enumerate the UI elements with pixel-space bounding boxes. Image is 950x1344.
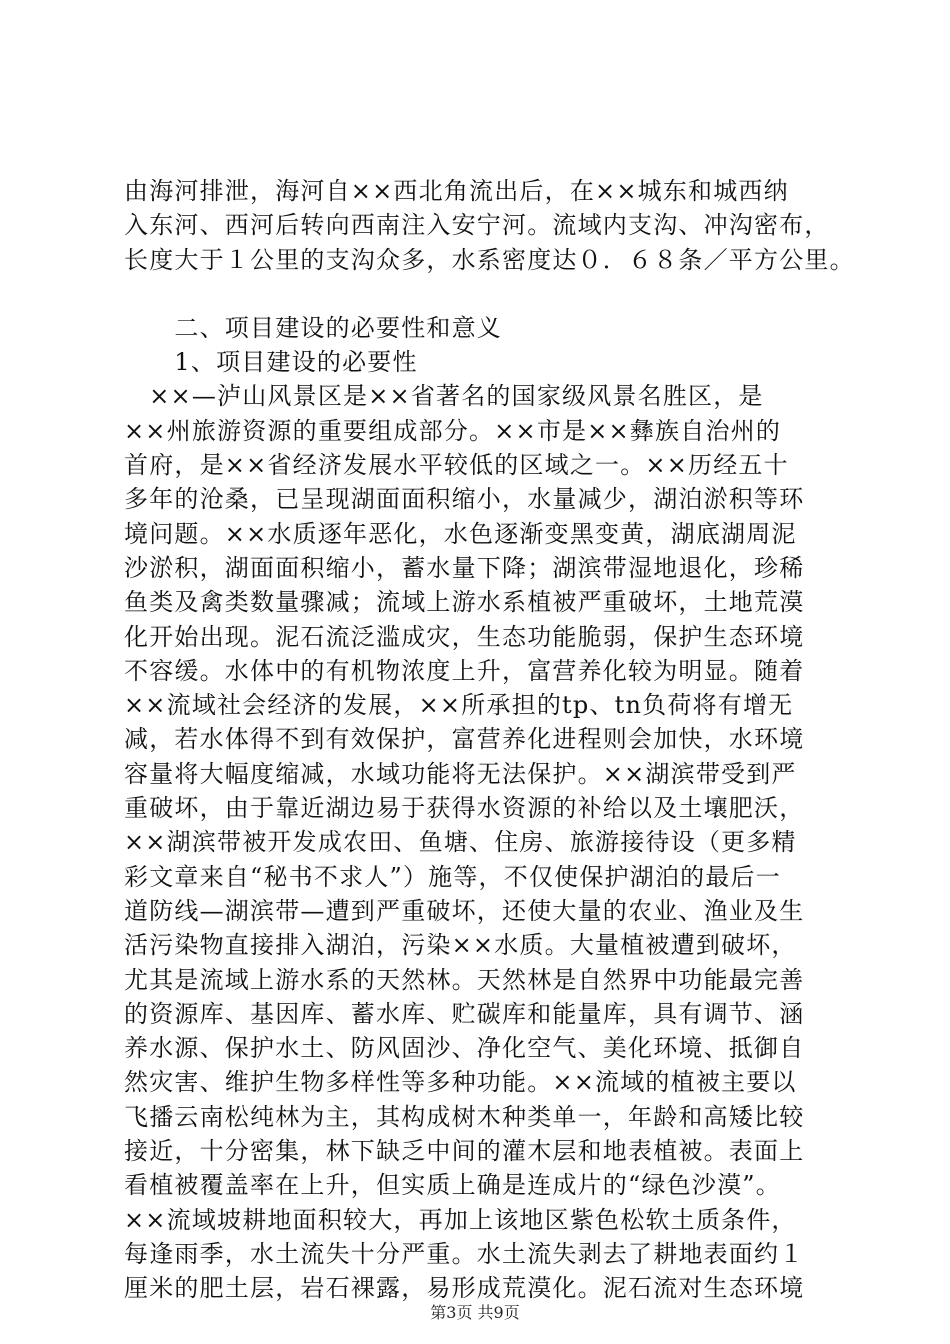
subsection-heading: 1、项目建设的必要性 [124,348,418,377]
text-line: 重破坏，由于靠近湖边易于获得水资源的补给以及土壤肥沃， [124,794,805,823]
text-line: 化开始出现。泥石流泛滥成灾，生态功能脆弱，保护生态环境 [124,622,805,651]
text-line: 彩文章来自“秘书不求人”）施等，不仅使保护湖泊的最后一 [124,862,781,891]
text-line: 厘米的肥土层，岩石裸露，易形成荒漠化。泥石流对生态环境 [124,1274,805,1303]
text-line: 然灾害、维护生物多样性等多种功能。××流域的植被主要以 [124,1068,797,1097]
section-heading: 二、项目建设的必要性和意义 [124,313,502,342]
text-line: 尤其是流域上游水系的天然林。天然林是自然界中功能最完善 [124,965,805,994]
text-line: ××州旅游资源的重要组成部分。××市是××彝族自治州的 [124,416,782,445]
text-line: 不容缓。水体中的有机物浓度上升，富营养化较为明显。随着 [124,656,805,685]
text-line: 入东河、西河后转向西南注入安宁河。流域内支沟、冲沟密布， [124,211,830,240]
text-line: 飞播云南松纯林为主，其构成树木种类单一，年龄和高矮比较 [124,1102,805,1131]
text-line: 长度大于１公里的支沟众多，水系密度达０．６８条／平方公里。 [124,245,855,274]
page-footer: 第3页 共9页 [430,1303,520,1322]
text-line: 多年的沧桑，已呈现湖面面积缩小，水量减少，湖泊淤积等环 [124,485,805,514]
paragraph-water-system [124,174,855,277]
text-line: 沙淤积，湖面面积缩小，蓄水量下降；湖滨带湿地退化，珍稀 [124,553,805,582]
text-line: 境问题。××水质逐年恶化，水色逐渐变黑变黄，湖底湖周泥 [124,519,797,548]
text-line: 接近，十分密集，林下缺乏中间的灌木层和地表植被。表面上 [124,1137,805,1166]
paragraph-spacer [124,277,844,311]
text-line: 鱼类及禽类数量骤减；流域上游水系植被严重破坏，土地荒漠 [124,588,805,617]
text-line: 由海河排泄，海河自××西北角流出后，在××城东和城西纳 [124,177,789,205]
text-line: 看植被覆盖率在上升，但实质上确是连成片的“绿色沙漠”。 [124,1171,781,1200]
text-line: ××湖滨带被开发成农田、鱼塘、住房、旅游接待设（更多精 [124,828,797,857]
text-line: ××流域坡耕地面积较大，再加上该地区紫色松软土质条件， [124,1205,797,1234]
text-line: 每逢雨季，水土流失十分严重。水土流失剥去了耕地表面约１ [124,1239,805,1268]
text-line: 容量将大幅度缩减，水域功能将无法保护。××湖滨带受到严 [124,759,797,788]
text-line: ××—泸山风景区是××省著名的国家级风景名胜区，是 [124,382,764,411]
text-line: 养水源、保护水土、防风固沙、净化空气、美化环境、抵御自 [124,1034,805,1063]
text-line: 的资源库、基因库、蓄水库、贮碳库和能量库，具有调节、涵 [124,999,805,1028]
paragraph-necessity [124,379,844,1305]
document-body [124,174,855,1306]
text-line: 活污染物直接排入湖泊，污染××水质。大量植被遭到破坏， [124,931,797,960]
text-line: 首府，是××省经济发展水平较低的区域之一。××历经五十 [124,451,789,480]
text-line: 道防线—湖滨带—遭到严重破坏，还使大量的农业、渔业及生 [124,896,805,925]
text-line: ××流域社会经济的发展，××所承担的tp、tn负荷将有增无 [124,691,794,720]
text-line: 减，若水体得不到有效保护，富营养化进程则会加快，水环境 [124,725,805,754]
